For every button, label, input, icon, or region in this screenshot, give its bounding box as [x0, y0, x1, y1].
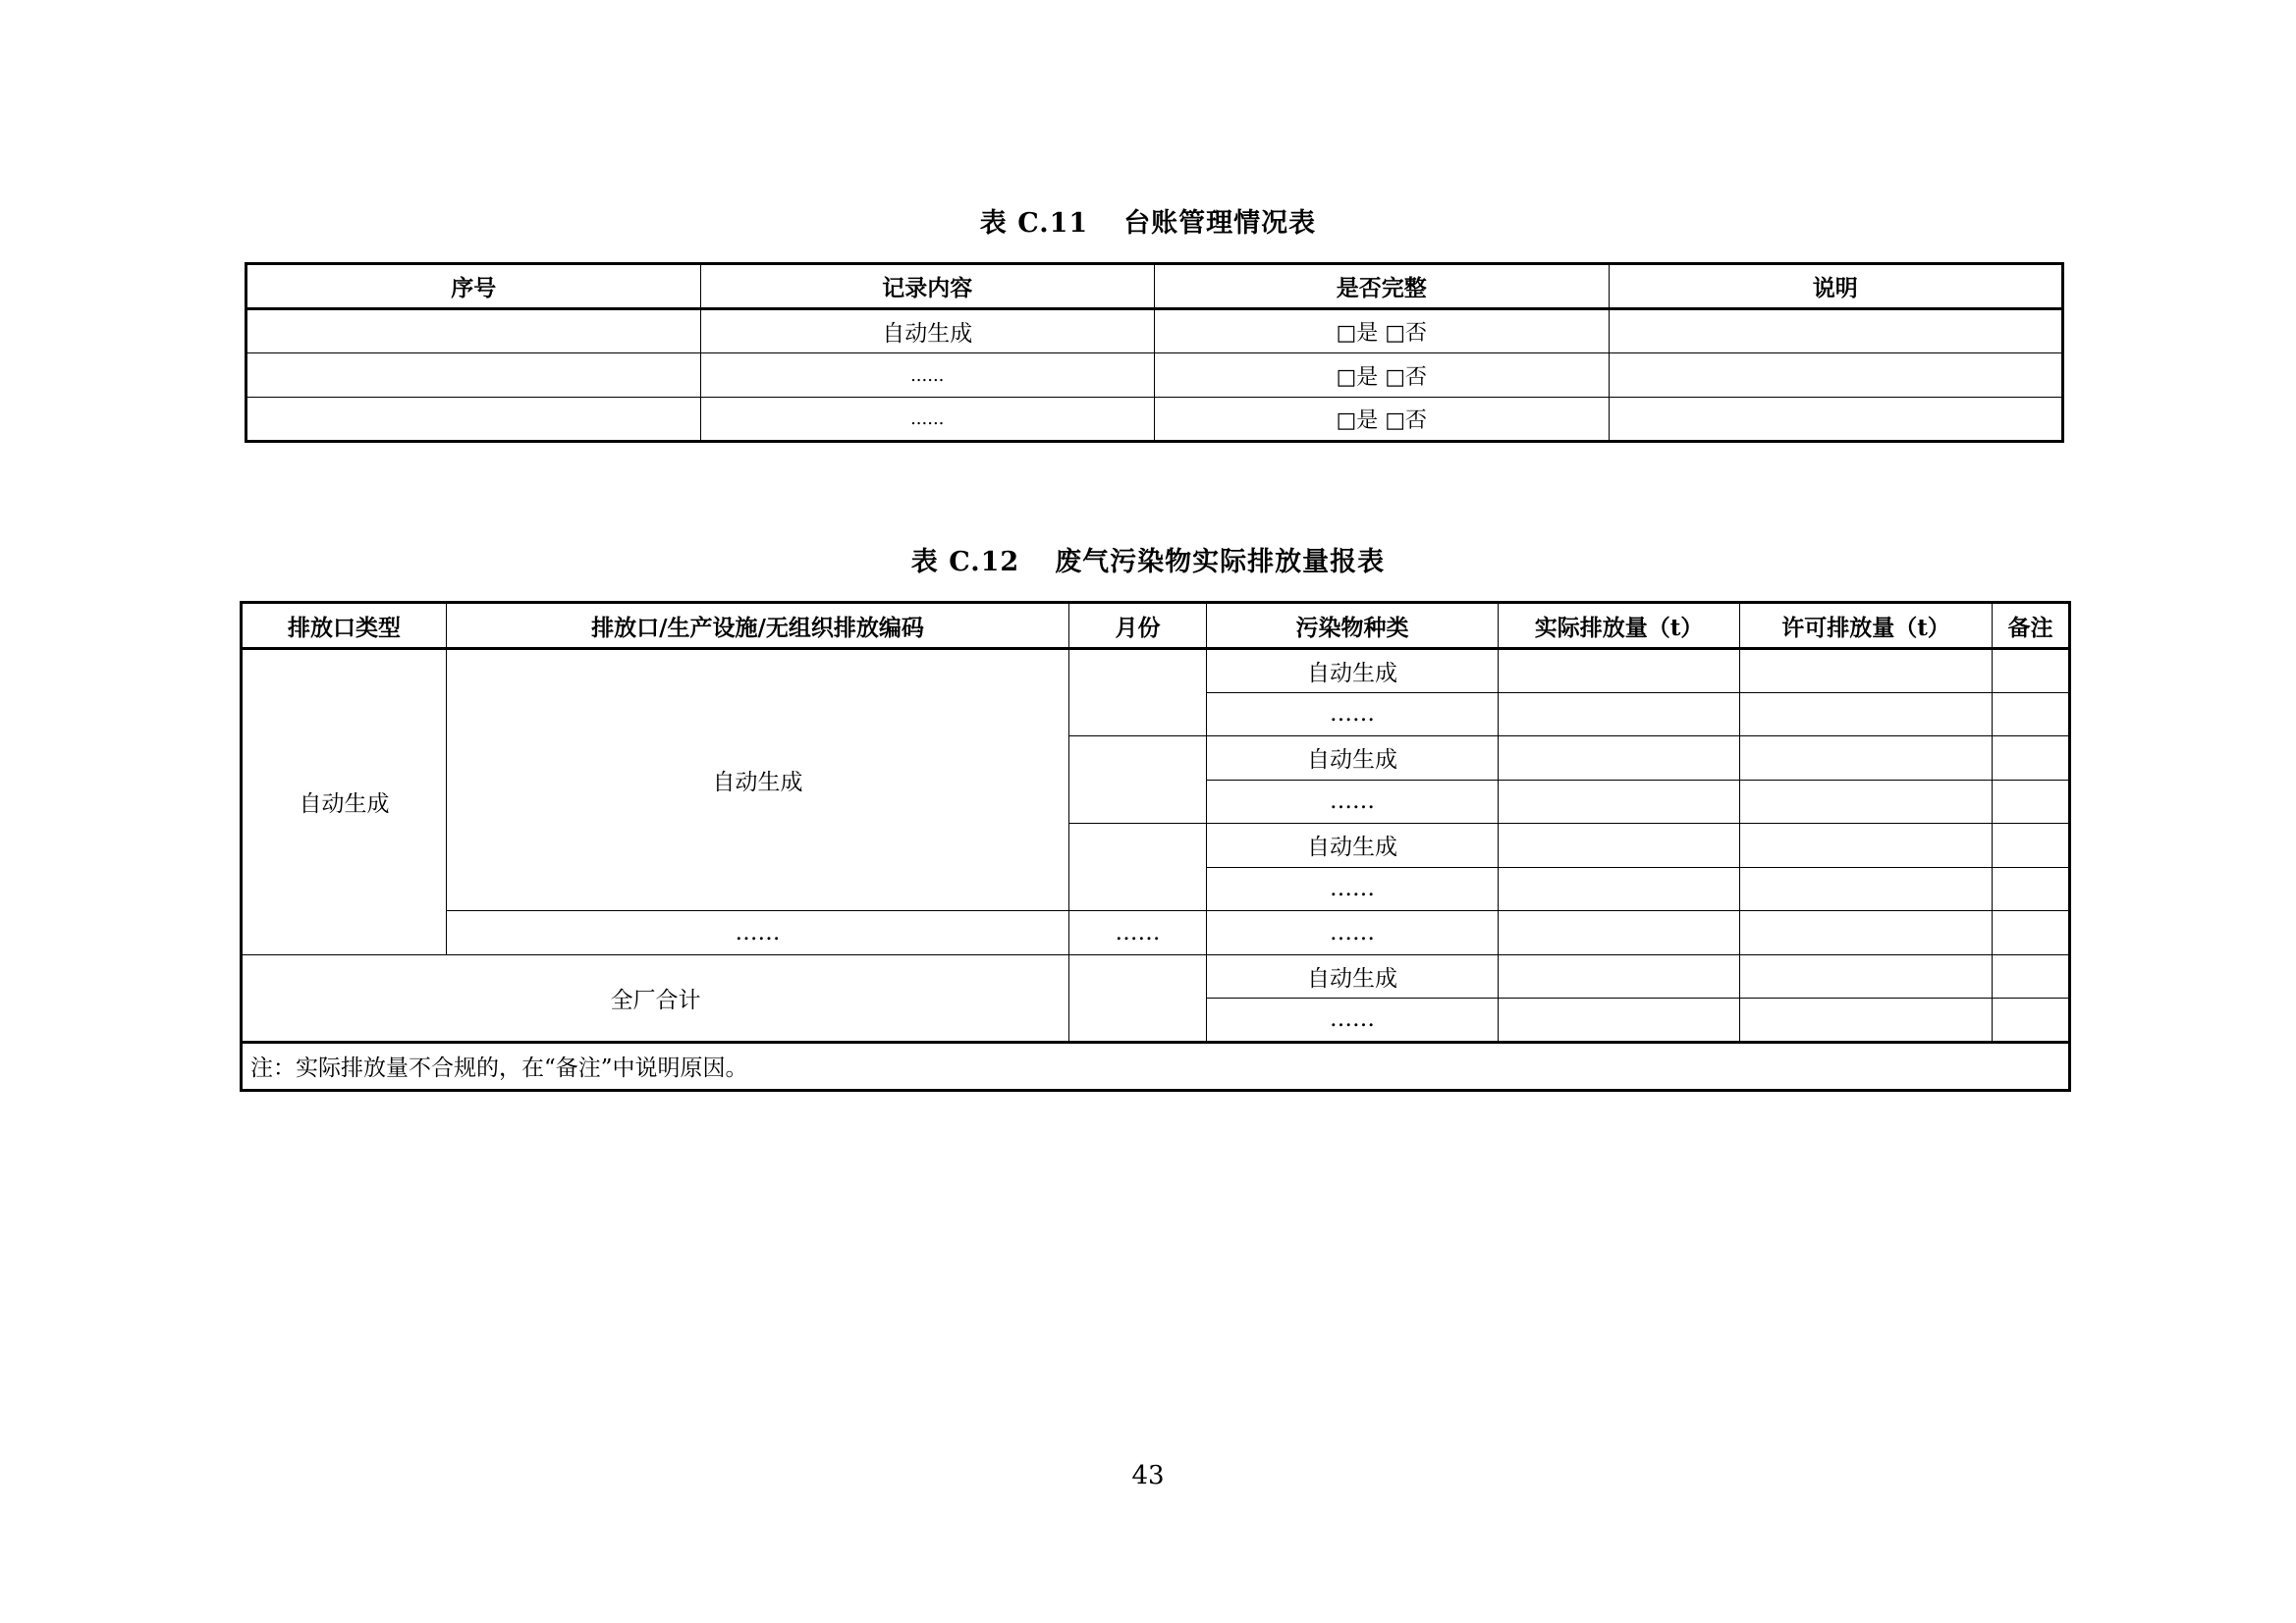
complete-checkbox-group[interactable]: □是 □否: [1155, 309, 1610, 353]
cell-pollutant: ……: [1207, 999, 1499, 1043]
cell-permitted: [1740, 824, 1993, 868]
cell-content: ......: [700, 353, 1155, 398]
header-outlet-type: 排放口类型: [242, 603, 447, 649]
cell-pollutant: 自动生成: [1207, 649, 1499, 693]
header-seq: 序号: [246, 264, 701, 309]
cell-note: [1609, 309, 2063, 353]
header-month: 月份: [1069, 603, 1207, 649]
cell-content: 自动生成: [700, 309, 1155, 353]
header-pollutant-type: 污染物种类: [1207, 603, 1499, 649]
cell-month: [1069, 649, 1207, 736]
waste-gas-emission-table: [240, 601, 2071, 1092]
table-c11-title: 台账管理情况表: [1123, 208, 1317, 239]
table-header-row: [246, 264, 2063, 309]
cell-note: [1609, 398, 2063, 442]
cell-remark: [1993, 824, 2070, 868]
cell-remark: [1993, 999, 2070, 1043]
cell-actual: [1499, 649, 1740, 693]
cell-content: ......: [700, 398, 1155, 442]
table-c12-caption: [0, 540, 2296, 578]
cell-pollutant: ……: [1207, 911, 1499, 955]
cell-permitted: [1740, 649, 1993, 693]
table-note: 注：实际排放量不合规的，在“备注”中说明原因。: [242, 1042, 2070, 1090]
cell-permitted: [1740, 911, 1993, 955]
complete-checkbox-group[interactable]: □是 □否: [1155, 398, 1610, 442]
cell-pollutant: ……: [1207, 692, 1499, 736]
cell-plant-total: 全厂合计: [242, 954, 1069, 1042]
cell-seq: [246, 353, 701, 398]
cell-permitted: [1740, 780, 1993, 824]
cell-permitted: [1740, 736, 1993, 781]
cell-pollutant: 自动生成: [1207, 824, 1499, 868]
cell-outlet-code: ……: [447, 911, 1069, 955]
table-note-row: [242, 1042, 2070, 1090]
complete-checkbox-group[interactable]: □是 □否: [1155, 353, 1610, 398]
cell-pollutant: 自动生成: [1207, 954, 1499, 999]
cell-pollutant: 自动生成: [1207, 736, 1499, 781]
cell-permitted: [1740, 954, 1993, 999]
cell-actual: [1499, 824, 1740, 868]
header-description: 说明: [1609, 264, 2063, 309]
cell-remark: [1993, 911, 2070, 955]
cell-permitted: [1740, 867, 1993, 911]
header-complete: 是否完整: [1155, 264, 1610, 309]
cell-note: [1609, 353, 2063, 398]
table-c11-number: 表 C.11: [979, 208, 1089, 239]
cell-month: [1069, 824, 1207, 911]
cell-month: ……: [1069, 911, 1207, 955]
cell-remark: [1993, 649, 2070, 693]
cell-seq: [246, 398, 701, 442]
table-header-row: [242, 603, 2070, 649]
table-row: [242, 911, 2070, 955]
cell-permitted: [1740, 999, 1993, 1043]
cell-remark: [1993, 780, 2070, 824]
table-row: [242, 649, 2070, 693]
header-remarks: 备注: [1993, 603, 2070, 649]
cell-actual: [1499, 911, 1740, 955]
cell-month: [1069, 954, 1207, 1042]
table-c12-number: 表 C.12: [910, 547, 1020, 577]
cell-actual: [1499, 867, 1740, 911]
ledger-management-table: [245, 262, 2064, 443]
cell-actual: [1499, 999, 1740, 1043]
table-row: [246, 309, 2063, 353]
cell-actual: [1499, 736, 1740, 781]
cell-remark: [1993, 954, 2070, 999]
table-row: [242, 954, 2070, 999]
cell-remark: [1993, 692, 2070, 736]
cell-outlet-code: 自动生成: [447, 649, 1069, 911]
table-c12-title: 废气污染物实际排放量报表: [1055, 547, 1386, 577]
cell-actual: [1499, 692, 1740, 736]
cell-pollutant: ……: [1207, 867, 1499, 911]
header-outlet-code: 排放口/生产设施/无组织排放编码: [447, 603, 1069, 649]
cell-remark: [1993, 867, 2070, 911]
table-row: [246, 353, 2063, 398]
cell-remark: [1993, 736, 2070, 781]
page-number: 43: [1131, 1461, 1165, 1490]
table-c11-caption: [0, 201, 2296, 240]
table-row: [246, 398, 2063, 442]
cell-pollutant: ……: [1207, 780, 1499, 824]
header-permitted-emission: 许可排放量（t）: [1740, 603, 1993, 649]
cell-outlet-type: 自动生成: [242, 649, 447, 955]
cell-month: [1069, 736, 1207, 824]
cell-actual: [1499, 954, 1740, 999]
cell-seq: [246, 309, 701, 353]
header-actual-emission: 实际排放量（t）: [1499, 603, 1740, 649]
cell-actual: [1499, 780, 1740, 824]
cell-permitted: [1740, 692, 1993, 736]
header-record-content: 记录内容: [700, 264, 1155, 309]
